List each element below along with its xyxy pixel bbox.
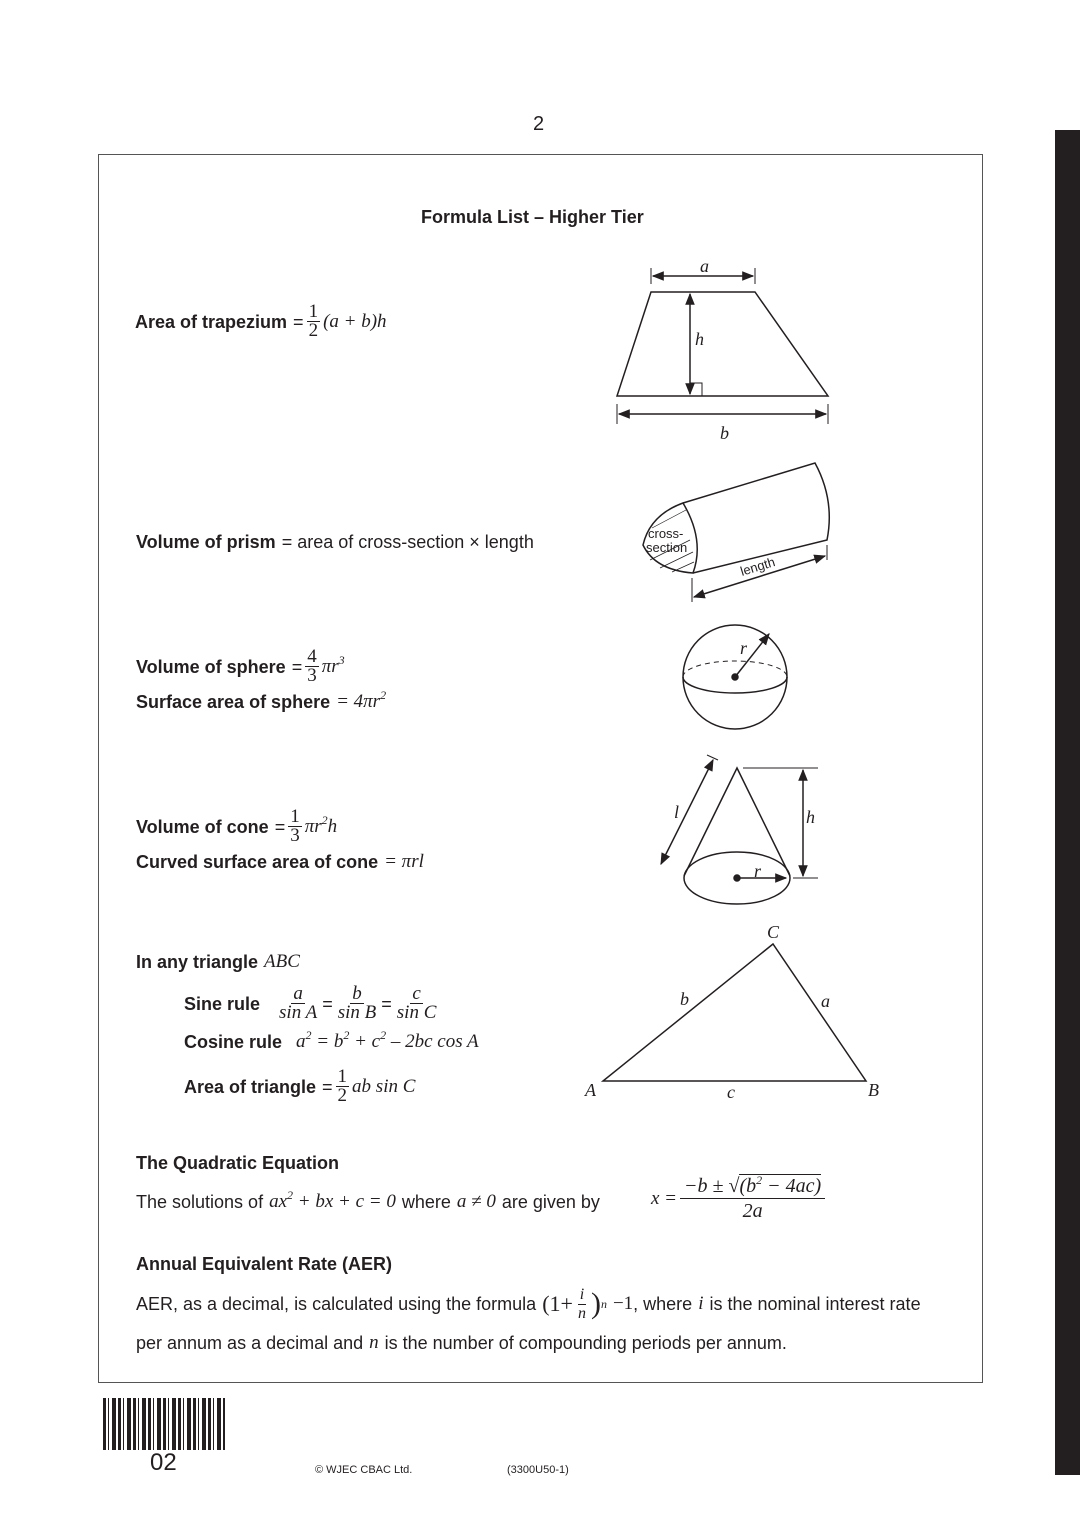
text: where: [401, 1192, 451, 1212]
barcode-number: 02: [150, 1449, 177, 1476]
numerator: 1: [290, 806, 300, 827]
numerator: a: [293, 983, 303, 1004]
equals: =: [274, 816, 286, 837]
page-number: 2: [533, 113, 545, 135]
text: per annum as a decimal and: [136, 1333, 364, 1353]
barcode: [103, 1398, 225, 1450]
term: (b: [739, 1175, 757, 1197]
side-a: a: [821, 991, 830, 1011]
aer-heading: Annual Equivalent Rate (AER): [136, 1254, 393, 1274]
text: The solutions of: [136, 1192, 264, 1212]
numerator: 1: [308, 301, 319, 322]
numerator: c: [412, 983, 421, 1004]
label-l: l: [674, 802, 680, 822]
text: is the nominal interest rate: [709, 1294, 921, 1314]
equals: =: [381, 993, 392, 1014]
term: + bx + c = 0: [297, 1191, 396, 1212]
term: −b ±: [684, 1175, 724, 1197]
denominator: n: [577, 1304, 586, 1322]
label: Volume of cone: [136, 816, 269, 837]
var-n: n: [369, 1332, 379, 1353]
quadratic-heading: The Quadratic Equation: [136, 1153, 340, 1173]
close: ): [590, 1287, 601, 1320]
var-i: i: [698, 1293, 704, 1314]
exponent: 2: [287, 1188, 294, 1202]
open: (1+: [542, 1291, 573, 1316]
label-a: a: [700, 256, 709, 276]
exponent: 2: [321, 812, 328, 827]
x-equals: x =: [651, 1187, 678, 1209]
cone-diagram: [661, 755, 818, 904]
exponent: 3: [338, 652, 345, 667]
term: – 2bc cos A: [390, 1031, 479, 1052]
denominator: 2: [337, 1085, 348, 1106]
sqrt-icon: √: [728, 1175, 740, 1197]
side-c: c: [727, 1082, 735, 1102]
denominator: sin C: [396, 1002, 437, 1023]
exponent: 2: [343, 1028, 350, 1042]
label: Curved surface area of cone: [136, 852, 379, 872]
denominator: 3: [290, 825, 300, 846]
expression-h: h: [327, 815, 338, 837]
label: In any triangle: [136, 952, 259, 972]
expression: πr: [304, 815, 322, 837]
term: a: [296, 1031, 306, 1052]
denominator: 2a: [742, 1200, 763, 1222]
label: Surface area of sphere: [136, 692, 331, 712]
denominator: 2: [308, 320, 319, 341]
side-b: b: [680, 989, 689, 1009]
minus-one: −1: [612, 1293, 634, 1314]
numerator: i: [579, 1285, 585, 1303]
label-b: b: [720, 423, 729, 443]
label-r: r: [754, 861, 762, 881]
term: = b: [316, 1031, 344, 1052]
exponent: 2: [305, 1028, 312, 1042]
expression: = πrl: [384, 851, 424, 872]
label-cross: cross-: [648, 526, 684, 541]
expression: πr: [321, 655, 339, 677]
expression: = area of cross-section × length: [281, 532, 534, 552]
vertex-a: A: [585, 1080, 596, 1100]
numerator: b: [352, 983, 362, 1004]
label-r: r: [740, 638, 748, 658]
text: AER, as a decimal, is calculated using the formula: [136, 1294, 537, 1314]
copyright: © WJEC CBAC Ltd.: [315, 1464, 413, 1476]
equals: =: [322, 1076, 333, 1097]
label: Cosine rule: [184, 1032, 283, 1052]
equals: =: [293, 311, 304, 332]
exponent: 2: [380, 1028, 387, 1042]
expression: = 4πr: [336, 691, 381, 712]
term: − 4ac): [767, 1175, 822, 1197]
denominator: 3: [307, 665, 317, 686]
term: + c: [354, 1031, 381, 1052]
label-length: length: [738, 554, 777, 579]
sphere-diagram: [683, 625, 787, 729]
equals: =: [291, 656, 303, 677]
page-title: Formula List – Higher Tier: [421, 207, 644, 227]
paper-code: (3300U50-1): [507, 1464, 569, 1476]
text: , where: [633, 1294, 693, 1314]
label-section: section: [646, 540, 688, 555]
denominator: sin A: [279, 1002, 318, 1023]
label-h: h: [806, 807, 815, 827]
triangle-diagram: [584, 922, 879, 1102]
exponent: 2: [756, 1173, 763, 1187]
exponent: 2: [380, 688, 387, 702]
text: is the number of compounding periods per annum.: [384, 1333, 787, 1353]
equals: =: [322, 993, 333, 1014]
trapezium-diagram: [617, 256, 828, 443]
expression: (a + b)h: [323, 310, 387, 332]
vertex-b: B: [868, 1080, 879, 1100]
label: Sine rule: [184, 993, 261, 1014]
label: Area of triangle: [184, 1076, 317, 1097]
aer-formula: (1+ $\frac{i}{n}$ ) n −1: [542, 1285, 634, 1322]
label: Volume of sphere: [136, 656, 286, 677]
vertex-c: C: [767, 922, 780, 942]
numerator: 1: [337, 1066, 348, 1087]
expression: ab sin C: [352, 1075, 416, 1097]
numerator: 4: [307, 646, 317, 667]
term: ax: [269, 1191, 288, 1212]
label: Volume of prism: [136, 532, 276, 552]
condition: a ≠ 0: [456, 1191, 496, 1212]
denominator: sin B: [337, 1002, 377, 1023]
expression: ABC: [264, 951, 300, 972]
label: Area of trapezium: [135, 311, 288, 332]
prism-diagram: [643, 463, 829, 602]
text: are given by: [501, 1192, 600, 1212]
label-h: h: [695, 329, 704, 349]
